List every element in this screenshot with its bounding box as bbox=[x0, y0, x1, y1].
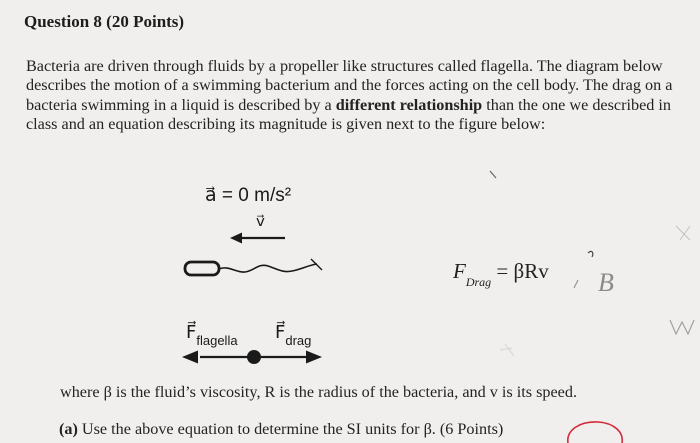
velocity-arrowhead bbox=[230, 233, 242, 244]
drag-equation-rhs: = βRv bbox=[491, 259, 549, 283]
part-a-label: (a) bbox=[59, 420, 78, 438]
drag-force-label bbox=[275, 322, 311, 348]
drag-force-vector-symbol: F⃗ bbox=[275, 322, 286, 342]
pencil-faint-marks bbox=[500, 344, 514, 356]
description-part-1: Bacteria are driven through fluids by a propeller like structures called flagella. The diagram below describes the motion of a swimming bacterium and the forces acting on the cell body. The drag on a bacteria swimming in a liquid is described by a bbox=[26, 57, 673, 114]
description-emphasis: different relationship bbox=[335, 95, 483, 114]
flagella-force-label bbox=[186, 322, 238, 348]
acceleration-label: a⃗ = 0 m/s² bbox=[205, 185, 292, 206]
pencil-slash-mark bbox=[574, 280, 578, 288]
flagella-subscript: flagella bbox=[196, 333, 238, 348]
red-ink-mark bbox=[568, 422, 622, 443]
variable-definitions: where β is the fluid’s viscosity, R is the radius of the bacteria, and v is its speed. bbox=[60, 383, 577, 401]
drag-subscript: Drag bbox=[465, 275, 492, 289]
bacterium-body bbox=[185, 262, 219, 275]
drag-force-subscript: drag bbox=[285, 333, 312, 348]
question-title: Question 8 (20 Points) bbox=[24, 12, 185, 31]
pencil-exponent-mark bbox=[588, 251, 593, 257]
flagellum bbox=[219, 264, 317, 272]
drag-force-arrowhead bbox=[306, 351, 322, 364]
velocity-label: v⃗ bbox=[256, 213, 265, 230]
pencil-faint-k bbox=[676, 226, 690, 240]
handwritten-beta-note: B bbox=[598, 268, 614, 297]
part-a-text: Use the above equation to determine the SI units for β. (6 Points) bbox=[77, 420, 504, 438]
description-part-2: than the one we described in class and an equation describing its magnitude is given next to the figure below: bbox=[26, 95, 671, 133]
flagella-force-symbol: F⃗ bbox=[186, 322, 197, 342]
part-a-question bbox=[59, 420, 503, 439]
flagella-force-arrowhead bbox=[182, 351, 198, 364]
drag-equation bbox=[453, 259, 549, 290]
pencil-faint-w bbox=[670, 320, 694, 334]
drag-force-symbol: F bbox=[453, 259, 466, 283]
pencil-tick-mark bbox=[490, 171, 496, 178]
point-mass bbox=[247, 350, 261, 364]
